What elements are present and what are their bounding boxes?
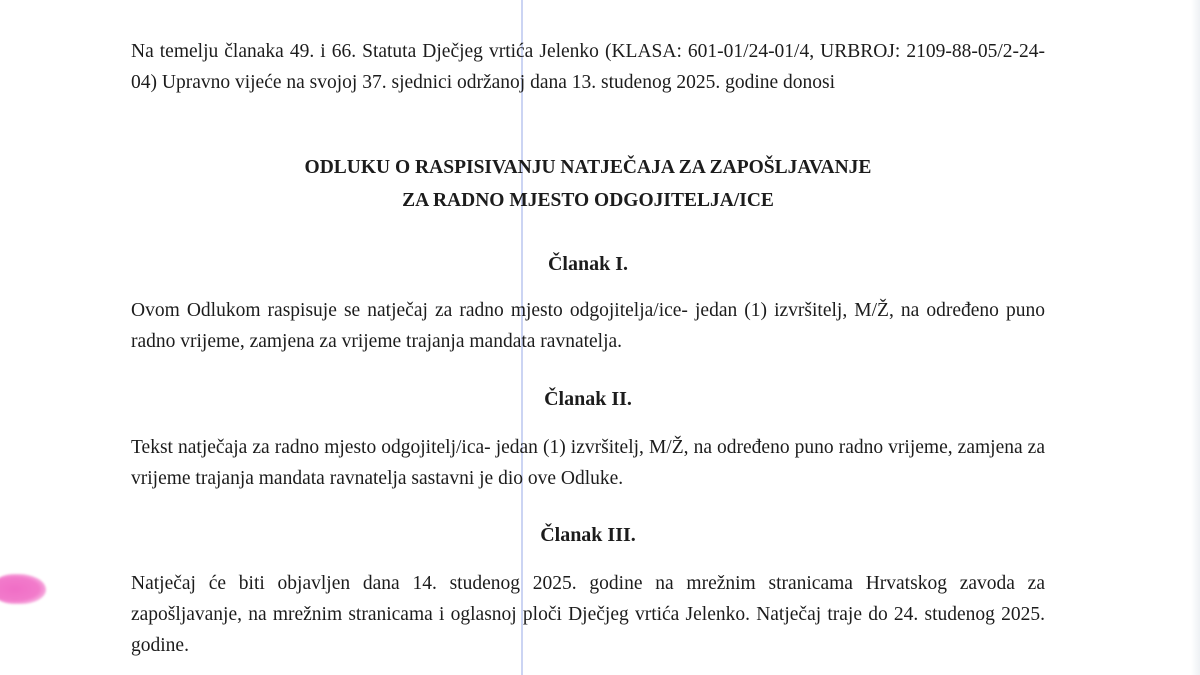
decision-title <box>131 151 1045 217</box>
title-line-1: ODLUKU O RASPISIVANJU NATJEČAJA ZA ZAPOŠLJAVANJE <box>304 157 872 178</box>
article-1-text: Ovom Odlukom raspisuje se natječaj za radno mjesto odgojitelja/ice- jedan (1) izvršitelj, M/Ž, na određeno puno radno vrijeme, zamjena za vrijeme trajanja mandata ravnatelja. <box>131 300 1045 352</box>
article-3-heading: Članak III. <box>540 524 636 546</box>
article-2-heading: Članak II. <box>544 388 632 410</box>
article-1-heading: Članak I. <box>547 253 629 275</box>
article-2-text: Tekst natječaja za radno mjesto odgojitelj/ica- jedan (1) izvršitelj, M/Ž, na određeno puno radno vrijeme, zamjena za vrijeme trajanja mandata ravnatelja sastavni je dio ove Odluke. <box>131 437 1045 489</box>
intro-paragraph: Na temelju članaka 49. i 66. Statuta Dječjeg vrtića Jelenko (KLASA: 601-01/24-01/4, URBROJ: 2109-88-05/2-24-04) Upravno vijeće na svojoj 37. sjednici održanoj dana 13. studenog 2025. godine donosi <box>131 41 1045 93</box>
title-line-2: ZA RADNO MJESTO ODGOJITELJA/ICE <box>402 190 774 211</box>
article-3-text: Natječaj će biti objavljen dana 14. studenog 2025. godine na mrežnim stranicama Hrvatskog zavoda za zapošljavanje, na mrežnim stranicama i oglasnoj ploči Dječjeg vrtića Jelenko. Natječaj traje do 24. studenog 2025. godine. <box>131 573 1045 656</box>
page-edge-shadow <box>1191 0 1200 675</box>
highlighter-mark <box>0 574 46 604</box>
